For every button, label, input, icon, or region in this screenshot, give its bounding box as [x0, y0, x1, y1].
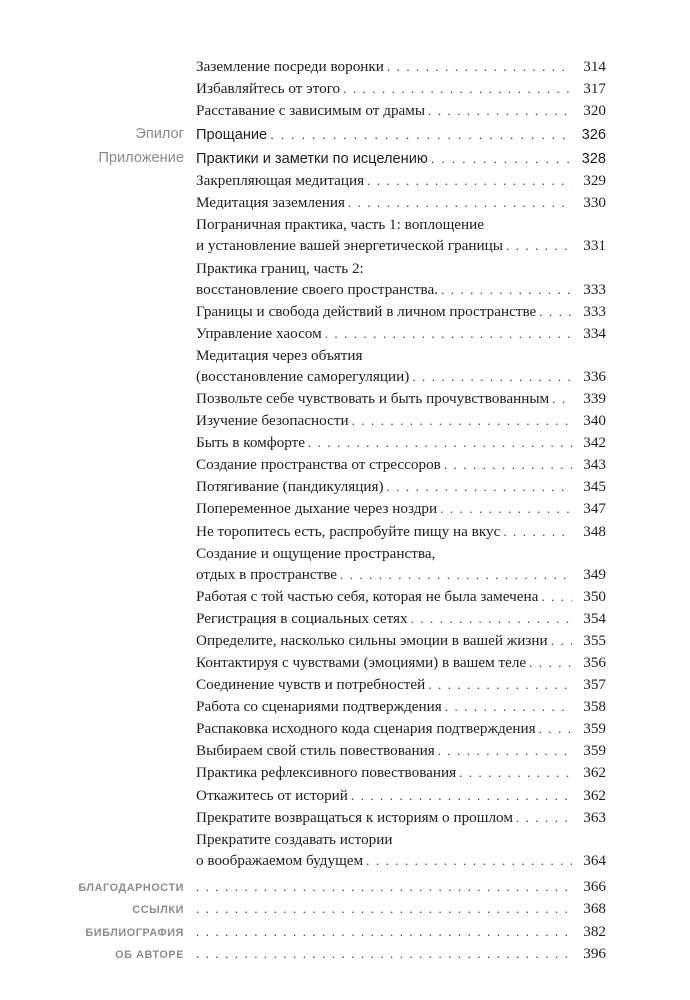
toc-entry-page: 330	[583, 194, 606, 212]
leader-dots	[352, 410, 572, 431]
toc-entry-page: 333	[583, 280, 606, 298]
leader-dots	[431, 148, 572, 169]
toc-entry-page: 350	[583, 587, 606, 605]
leader-dots	[387, 56, 572, 77]
toc-entry-title-line1: Медитация через объятия	[196, 346, 363, 364]
toc-entry-title: и установление вашей энергетической границы	[196, 237, 503, 255]
section-label-about-author: ОБ АВТОРЕ	[115, 948, 184, 961]
leader-dots	[541, 586, 572, 607]
leader-dots	[366, 850, 572, 871]
toc-entry-title: Быть в комфорте	[196, 434, 305, 452]
toc-entry	[196, 740, 606, 761]
toc-entry-page: 368	[583, 900, 606, 918]
toc-entry-title: о воображаемом будущем	[196, 851, 364, 869]
toc-entry-title: отдых в пространстве	[196, 565, 338, 583]
leader-dots	[503, 521, 572, 542]
toc-entry	[196, 586, 606, 607]
leader-dots	[348, 192, 572, 213]
leader-dots	[196, 876, 572, 897]
leader-dots	[459, 762, 572, 783]
toc-entry	[196, 323, 606, 344]
toc-entry-page: 331	[583, 237, 606, 255]
toc-entry-page: 362	[583, 786, 606, 804]
toc-entry	[196, 807, 606, 828]
leader-dots	[529, 652, 572, 673]
section-label-references: ССЫЛКИ	[132, 904, 184, 917]
toc-entry-title: Практика рефлексивного повествования	[196, 764, 457, 782]
leader-dots	[196, 943, 572, 964]
leader-dots	[444, 454, 572, 475]
leader-dots	[551, 630, 572, 651]
toc-entry	[196, 718, 606, 739]
table-of-contents	[0, 56, 690, 965]
toc-entry-title: Прощание	[196, 127, 268, 144]
toc-entry-page: 362	[583, 764, 606, 782]
toc-entry-title: Расставание с зависимым от драмы	[196, 102, 426, 120]
toc-entry-title: Избавляйтесь от этого	[196, 80, 341, 98]
leader-dots	[552, 388, 572, 409]
toc-entry-page: 366	[583, 877, 606, 895]
toc-entry-title: Прекратите возвращаться к историям о прошлом	[196, 808, 513, 826]
toc-entry-page: 359	[583, 720, 606, 738]
toc-appendix	[98, 148, 606, 169]
leader-dots	[411, 608, 572, 629]
toc-entry-page: 328	[581, 151, 606, 168]
toc-acknowledgements	[78, 876, 606, 897]
toc-entry-page: 345	[583, 478, 606, 496]
toc-entry-page: 349	[583, 565, 606, 583]
toc-entry	[196, 829, 606, 871]
toc-entry-page: 334	[583, 324, 606, 342]
toc-entry-title: Работая с той частью себя, которая не была замечена	[196, 587, 539, 605]
toc-entry-title: Создание пространства от стрессоров	[196, 456, 441, 474]
toc-entry-page: 326	[581, 127, 606, 144]
leader-dots	[308, 432, 572, 453]
leader-dots	[343, 78, 572, 99]
toc-entry-page: 320	[583, 102, 606, 120]
toc-entry-title: Распаковка исходного кода сценария подтверждения	[196, 720, 536, 738]
toc-entry-title: Соединение чувств и потребностей	[196, 676, 426, 694]
toc-entry-page: 359	[583, 742, 606, 760]
toc-entry-title: Определите, насколько сильны эмоции в вашей жизни	[196, 631, 548, 649]
toc-entry-page: 333	[583, 302, 606, 320]
section-label-appendix: Приложение	[98, 150, 184, 167]
toc-entry-title-line1: Создание и ощущение пространства,	[196, 544, 436, 562]
toc-entry-page: 347	[583, 500, 606, 518]
leader-dots	[445, 696, 572, 717]
toc-entry	[196, 100, 606, 121]
toc-entry-page: 329	[583, 172, 606, 190]
leader-dots	[196, 921, 572, 942]
toc-entry	[196, 345, 606, 387]
toc-entry-title: Потягивание (пандикуляция)	[196, 478, 384, 496]
leader-dots	[516, 807, 572, 828]
toc-entry	[196, 301, 606, 322]
toc-about-author	[115, 943, 606, 964]
toc-entry-title: Откажитесь от историй	[196, 786, 348, 804]
toc-entry-page: 356	[583, 653, 606, 671]
toc-entry	[196, 410, 606, 431]
toc-entry	[196, 630, 606, 651]
toc-entry	[196, 432, 606, 453]
leader-dots	[539, 301, 572, 322]
toc-entry-page: 355	[583, 631, 606, 649]
toc-entry	[196, 543, 606, 585]
leader-dots	[270, 124, 572, 145]
toc-entry-title: Попеременное дыхание через ноздри	[196, 500, 438, 518]
toc-entry-page: 364	[583, 851, 606, 869]
toc-entry-title: Работа со сценариями подтверждения	[196, 698, 442, 716]
toc-entry-page: 382	[583, 922, 606, 940]
toc-entry	[196, 258, 606, 300]
toc-entry-page: 357	[583, 676, 606, 694]
toc-entry-page: 343	[583, 456, 606, 474]
toc-entry-page: 339	[583, 389, 606, 407]
toc-entry	[196, 214, 606, 256]
toc-entry-title: Управление хаосом	[196, 324, 322, 342]
leader-dots	[325, 323, 572, 344]
toc-entry-title: Регистрация в социальных сетях	[196, 609, 408, 627]
toc-entry-title: Позвольте себе чувствовать и быть прочувствованным	[196, 389, 550, 407]
leader-dots	[387, 476, 572, 497]
toc-entry-title-line1: Прекратите создавать истории	[196, 830, 393, 848]
toc-entry-title: Выбираем свой стиль повествования	[196, 742, 435, 760]
section-label-epilogue: Эпилог	[135, 126, 184, 143]
toc-entry-page: 340	[583, 412, 606, 430]
toc-entry-page: 314	[583, 58, 606, 75]
toc-bibliography	[85, 921, 606, 942]
leader-dots	[351, 785, 572, 806]
leader-dots	[428, 674, 572, 695]
leader-dots	[367, 170, 572, 191]
toc-entry	[196, 785, 606, 806]
toc-entry	[196, 56, 606, 77]
toc-entry	[196, 696, 606, 717]
section-label-acknowledgements: БЛАГОДАРНОСТИ	[78, 881, 184, 894]
toc-entry-page: 317	[583, 80, 606, 98]
toc-entry-title: Границы и свобода действий в личном пространстве	[196, 302, 537, 320]
toc-entry-title: Практики и заметки по исцелению	[196, 151, 428, 168]
toc-entry-title: восстановление своего пространства.	[196, 280, 439, 298]
toc-entry	[196, 674, 606, 695]
leader-dots	[428, 100, 572, 121]
leader-dots	[438, 740, 572, 761]
toc-entry-title-line1: Практика границ, часть 2:	[196, 259, 364, 277]
toc-entry	[196, 762, 606, 783]
toc-entry	[196, 192, 606, 213]
toc-entry	[196, 476, 606, 497]
toc-entry-title: Медитация заземления	[196, 194, 345, 212]
toc-entry-title: Заземление посреди воронки	[196, 58, 384, 75]
toc-entry-title: Изучение безопасности	[196, 412, 349, 430]
leader-dots	[412, 366, 572, 387]
toc-entry-page: 342	[583, 434, 606, 452]
toc-entry	[196, 388, 606, 409]
toc-entry	[196, 498, 606, 519]
toc-entry-page: 348	[583, 522, 606, 540]
leader-dots	[196, 898, 572, 919]
section-label-bibliography: БИБЛИОГРАФИЯ	[85, 926, 184, 939]
toc-entry-page: 336	[583, 367, 606, 385]
toc-entry-title-line1: Пограничная практика, часть 1: воплощение	[196, 216, 485, 234]
toc-entry-page: 354	[583, 609, 606, 627]
toc-entry-title: Не торопитесь есть, распробуйте пищу на вкус	[196, 522, 501, 540]
toc-entry-page: 363	[583, 808, 606, 826]
toc-entry	[196, 78, 606, 99]
toc-entry	[196, 170, 606, 191]
toc-entry-page: 396	[583, 944, 606, 962]
toc-epilogue	[135, 124, 606, 145]
toc-entry-title: (восстановление саморегуляции)	[196, 367, 410, 385]
toc-entry	[196, 652, 606, 673]
toc-entry	[196, 521, 606, 542]
toc-entry	[196, 454, 606, 475]
leader-dots	[441, 279, 572, 300]
leader-dots	[506, 235, 572, 256]
toc-entry-page: 358	[583, 698, 606, 716]
toc-entry-title: Контактируя с чувствами (эмоциями) в вашем теле	[196, 653, 527, 671]
leader-dots	[539, 718, 572, 739]
toc-entry	[196, 608, 606, 629]
leader-dots	[440, 498, 572, 519]
toc-entry-title: Закрепляющая медитация	[196, 172, 365, 190]
toc-references	[132, 898, 606, 919]
leader-dots	[340, 564, 572, 585]
